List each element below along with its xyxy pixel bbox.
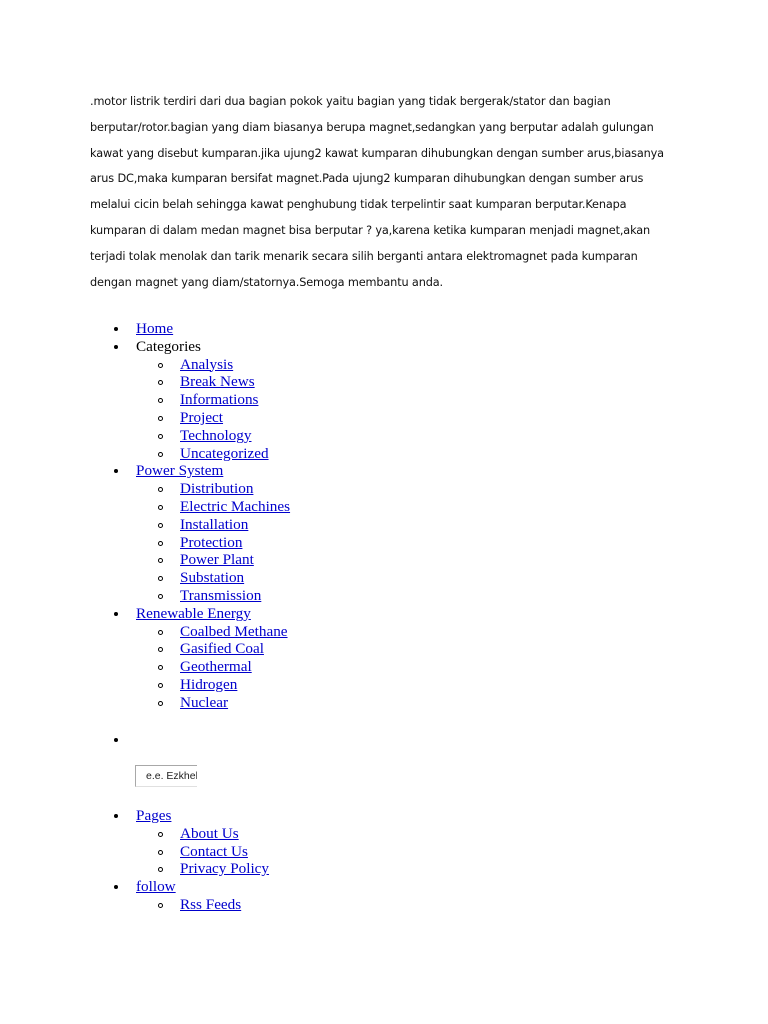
list-item xyxy=(180,694,290,712)
power-link-transmission[interactable]: Transmission xyxy=(180,586,262,604)
power-link-substation[interactable]: Substation xyxy=(180,569,245,587)
renewable-link-hidrogen[interactable]: Hidrogen xyxy=(180,675,238,693)
power-link-electric-machines[interactable]: Electric Machines xyxy=(180,497,291,515)
search-box xyxy=(135,765,197,787)
list-item xyxy=(180,860,269,878)
renewable-link-gasified-coal[interactable]: Gasified Coal xyxy=(180,640,264,658)
category-link-uncategorized[interactable]: Uncategorized xyxy=(180,444,269,462)
list-item xyxy=(180,516,290,534)
page-link-privacy-policy[interactable]: Privacy Policy xyxy=(180,860,270,878)
categories-submenu xyxy=(136,356,290,463)
list-item xyxy=(180,427,290,445)
power-link-installation[interactable]: Installation xyxy=(180,515,249,533)
category-link-analysis[interactable]: Analysis xyxy=(180,355,234,373)
power-system-submenu xyxy=(136,480,290,605)
renewable-link-coalbed-methane[interactable]: Coalbed Methane xyxy=(180,622,288,640)
power-link-protection[interactable]: Protection xyxy=(180,533,243,551)
pages-submenu xyxy=(136,825,269,878)
nav-item-pages xyxy=(0,807,269,878)
renewable-link-geothermal[interactable]: Geothermal xyxy=(180,658,252,676)
secondary-nav xyxy=(0,807,269,914)
article-line: kawat yang disebut kumparan.jika ujung2 kawat kumparan dihubungkan dengan sumber arus,biasanya xyxy=(90,146,664,160)
category-link-break-news[interactable]: Break News xyxy=(180,373,255,391)
power-link-power-plant[interactable]: Power Plant xyxy=(180,551,254,569)
list-item xyxy=(180,640,290,658)
nav-item-power-system xyxy=(0,462,290,604)
list-item xyxy=(180,658,290,676)
list-item xyxy=(180,498,290,516)
article-line: .motor listrik terdiri dari dua bagian pokok yaitu bagian yang tidak bergerak/stator dan bagian xyxy=(90,95,611,108)
category-link-technology[interactable]: Technology xyxy=(180,426,252,444)
article-line: arus DC,maka kumparan bersifat magnet.Pada ujung2 kumparan dihubungkan dengan sumber arus xyxy=(90,172,644,186)
page-link-contact-us[interactable]: Contact Us xyxy=(180,842,248,860)
article-line: terjadi tolak menolak dan tarik menarik secara silih berganti antara elektromagnet pada kumparan xyxy=(90,249,638,263)
follow-submenu xyxy=(136,896,269,914)
categories-label: Categories xyxy=(136,337,201,355)
list-item xyxy=(180,896,269,914)
list-item xyxy=(180,409,290,427)
nav-item-categories xyxy=(0,338,290,463)
list-item xyxy=(180,843,269,861)
list-item xyxy=(180,373,290,391)
list-item xyxy=(180,825,269,843)
list-item xyxy=(180,676,290,694)
article-line: melalui cicin belah sehingga kawat penghubung tidak terpelintir saat kumparan berputar.Kenapa xyxy=(90,198,627,212)
search-list-bullet xyxy=(114,738,118,742)
renewable-link-nuclear[interactable]: Nuclear xyxy=(180,693,229,711)
list-item xyxy=(180,480,290,498)
power-system-link[interactable]: Power System xyxy=(136,462,224,480)
power-link-distribution[interactable]: Distribution xyxy=(180,480,254,498)
main-nav xyxy=(0,320,290,712)
list-item xyxy=(180,569,290,587)
nav-item-renewable-energy xyxy=(0,605,290,712)
nav-item-home xyxy=(0,320,290,338)
home-link[interactable]: Home xyxy=(136,320,174,337)
follow-link[interactable]: follow xyxy=(136,878,176,896)
article-line: kumparan di dalam medan magnet bisa berputar ? ya,karena ketika kumparan menjadi magnet,akan xyxy=(90,223,651,237)
article-paragraph xyxy=(90,89,678,295)
list-item xyxy=(180,587,290,605)
list-item xyxy=(180,445,290,463)
renewable-energy-submenu xyxy=(136,623,290,712)
page-link-about-us[interactable]: About Us xyxy=(180,824,239,842)
pages-link[interactable]: Pages xyxy=(136,807,172,824)
list-item xyxy=(180,391,290,409)
article-line: dengan magnet yang diam/statornya.Semoga membantu anda. xyxy=(90,275,443,289)
list-item xyxy=(180,534,290,552)
rss-feeds-link[interactable]: Rss Feeds xyxy=(180,895,242,913)
renewable-energy-link[interactable]: Renewable Energy xyxy=(136,604,251,622)
search-input[interactable] xyxy=(136,766,197,786)
list-item xyxy=(180,623,290,641)
category-link-project[interactable]: Project xyxy=(180,408,224,426)
category-link-informations[interactable]: Informations xyxy=(180,391,259,409)
list-item xyxy=(180,356,290,374)
list-item xyxy=(180,551,290,569)
nav-item-follow xyxy=(0,878,269,914)
article-line: berputar/rotor.bagian yang diam biasanya berupa magnet,sedangkan yang berputar adalah gulungan xyxy=(90,120,654,134)
